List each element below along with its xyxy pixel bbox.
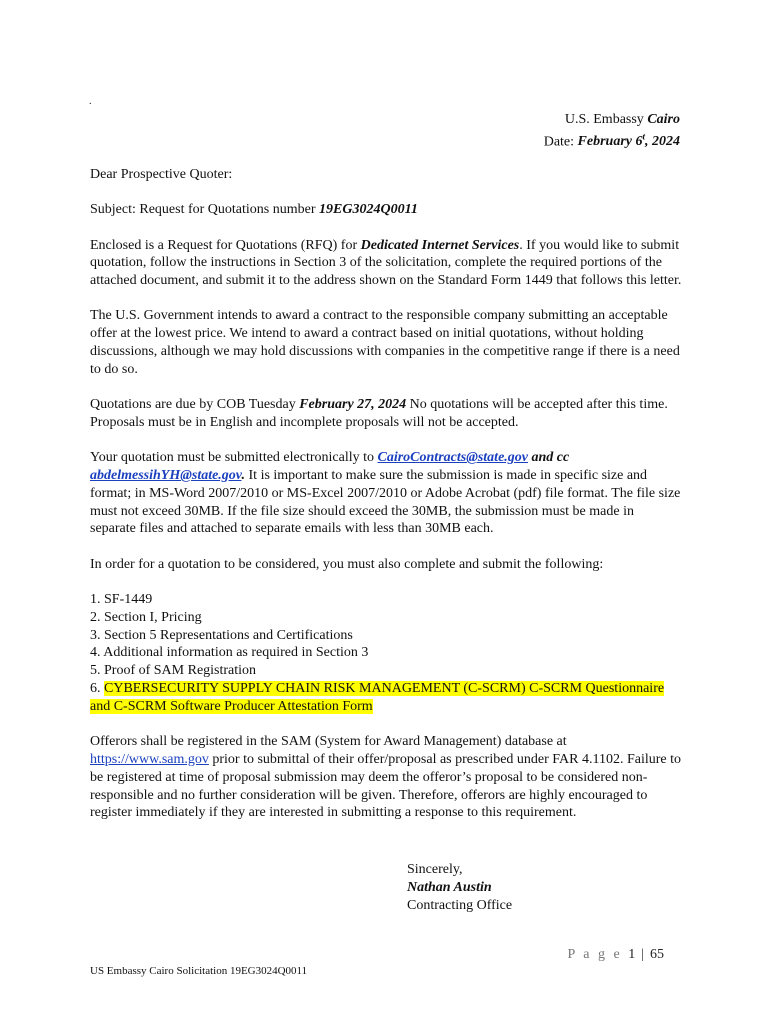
embassy-line: U.S. Embassy Cairo <box>564 112 680 127</box>
list-item: 5. Proof of SAM Registration <box>90 663 257 679</box>
embassy-city: Cairo <box>647 112 680 127</box>
paragraph-enclosed: Enclosed is a Request for Quotations (RFQ) for Dedicated Internet Services. If you would like to submit quotation, follow the instructions in Section 3 of the solicitation, complete the required portions of the attached document, and submit it to the address shown on the Standard Form 1449 that follows this letter. <box>90 237 682 289</box>
email-link-cc[interactable]: abdelmessihYH@state.gov <box>90 468 242 484</box>
date-line: Date: February 6$^t$, 2024 <box>543 131 680 150</box>
signer-office: Contracting Office <box>407 897 513 913</box>
salutation: Dear Prospective Quoter: <box>90 167 233 182</box>
highlighted-text: CYBERSECURITY SUPPLY CHAIN RISK MANAGEMENT (C-SCRM) C-SCRM Questionnaire and C-SCRM Software Producer Attestation Form <box>90 681 665 714</box>
signer-name: Nathan Austin <box>407 879 492 895</box>
list-item-highlighted: 6. CYBERSECURITY SUPPLY CHAIN RISK MANAGEMENT (C-SCRM) C-SCRM Questionnaire and C-SCRM Software Producer Attestation Form <box>90 681 665 714</box>
sam-link[interactable]: https://www.sam.gov <box>90 751 209 767</box>
stray-mark: . <box>89 96 92 107</box>
page-number: P a g e 1 | 65 <box>567 947 664 962</box>
letter-body <box>90 166 682 840</box>
subject-line: Subject: Request for Quotations number 19EG3024Q0011 <box>90 202 418 218</box>
required-documents-list <box>90 591 682 716</box>
rfq-number: 19EG3024Q0011 <box>319 202 418 218</box>
paragraph-submission: Your quotation must be submitted electronically to CairoContracts@state.gov and cc abdelmessihYH@state.gov. It is important to make sure the submission is made in specific size and format; in MS-Word 2007/2010 or MS-Excel 2007/2010 or Adobe Acrobat (pdf) file format. The file size must not exceed 30MB. If the file size should exceed the 30MB, the submission must be made in separate files and attached to separate emails with less than 30MB each. <box>90 450 681 537</box>
paragraph-due-date: Quotations are due by COB Tuesday February 27, 2024 No quotations will be accepted after this time. Proposals must be in English and incomplete proposals will not be accepted. <box>90 397 668 430</box>
service-name: Dedicated Internet Services <box>360 237 520 253</box>
closing: Sincerely, <box>407 862 463 877</box>
paragraph-sam-registration: Offerors shall be registered in the SAM (System for Award Management) database at https://www.sam.gov prior to submittal of their offer/proposal as prescribed under FAR 4.1102. Failure to be registered at time of proposal submission may deem the offeror’s proposal to be considered non-responsible and no further consideration will be given. Therefore, offerors are highly encouraged to register immediately if they are interested in submitting a response to this requirement. <box>90 734 682 821</box>
email-link-contracts[interactable]: CairoContracts@state.gov <box>377 450 528 466</box>
due-date: February 27, 2024 <box>299 397 407 413</box>
paragraph-award: The U.S. Government intends to award a contract to the responsible company submitting an acceptable offer at the lowest price. We intend to award a contract based on initial quotations, without holding discussions, although we may hold discussions with companies in the competitive range if there is a need to do so. <box>90 308 680 377</box>
paragraph-requirements: In order for a quotation to be considered, you must also complete and submit the following: <box>90 556 604 572</box>
date-value: February 6$^t$, 2024 <box>577 131 680 150</box>
list-item: 4. Additional information as required in Section 3 <box>90 645 369 661</box>
page-footer: US Embassy Cairo Solicitation 19EG3024Q0011 <box>90 965 308 977</box>
list-item: 3. Section 5 Representations and Certifications <box>90 627 353 643</box>
letter-header <box>320 111 680 151</box>
list-item: 2. Section I, Pricing <box>90 609 202 625</box>
signature-block <box>407 861 512 914</box>
list-item: 1. SF-1449 <box>90 592 153 608</box>
